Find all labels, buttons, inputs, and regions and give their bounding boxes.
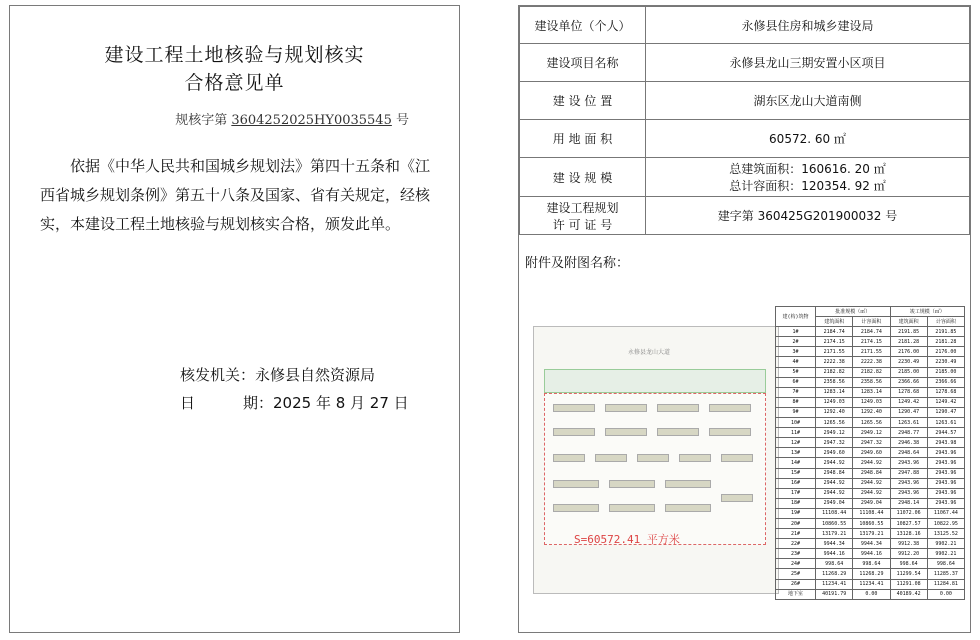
info-label: 建设项目名称 — [520, 44, 646, 82]
building-id-cell: 5# — [776, 367, 816, 377]
area-cell: 2946.38 — [890, 438, 927, 448]
total-floor-area: 总建筑面积：160616. 20 ㎡ — [729, 162, 886, 176]
area-cell: 998.64 — [816, 559, 853, 569]
building-footprint — [609, 480, 655, 488]
area-cell: 1278.68 — [890, 387, 927, 397]
area-cell: 2176.00 — [927, 347, 964, 357]
building-footprint — [609, 504, 655, 512]
area-cell: 0.00 — [927, 589, 964, 599]
building-id-cell: 20# — [776, 518, 816, 528]
building-id-cell: 26# — [776, 579, 816, 589]
subheader-cell: 计容面积 — [927, 317, 964, 327]
info-value: 60572. 60 ㎡ — [646, 120, 970, 158]
area-cell: 11067.44 — [927, 508, 964, 518]
area-cell: 11268.29 — [816, 569, 853, 579]
table-row — [776, 407, 965, 417]
area-cell: 2358.56 — [816, 377, 853, 387]
area-cell: 13125.52 — [927, 529, 964, 539]
info-label — [520, 197, 646, 235]
attachment-label: 附件及附图名称： — [525, 256, 630, 271]
building-footprint — [553, 404, 595, 412]
area-cell: 10860.55 — [816, 518, 853, 528]
table-row — [776, 357, 965, 367]
building-footprint — [721, 454, 753, 462]
building-id-cell: 9# — [776, 407, 816, 417]
info-value: 建字第 360425G201900032 号 — [646, 197, 970, 235]
area-cell: 11291.08 — [890, 579, 927, 589]
info-label-line1: 建设工程规划 — [546, 200, 619, 215]
building-area-table-wrap — [775, 306, 965, 600]
building-footprint — [721, 494, 753, 502]
building-id-cell: 11# — [776, 428, 816, 438]
building-footprint — [553, 454, 585, 462]
area-cell: 11285.37 — [927, 569, 964, 579]
area-cell: 2947.32 — [853, 438, 890, 448]
area-cell: 1249.42 — [927, 397, 964, 407]
reference-number-line — [175, 109, 409, 128]
table-row — [776, 327, 965, 337]
building-id-cell: 13# — [776, 448, 816, 458]
area-cell: 1265.56 — [853, 418, 890, 428]
area-cell: 2176.00 — [890, 347, 927, 357]
area-cell: 1249.42 — [890, 397, 927, 407]
info-label: 建 设 规 模 — [520, 158, 646, 197]
area-cell: 2944.92 — [816, 488, 853, 498]
subheader-cell: 建筑面积 — [816, 317, 853, 327]
area-cell: 10822.95 — [927, 518, 964, 528]
info-row — [520, 158, 970, 197]
issue-date — [180, 392, 409, 413]
info-row — [520, 197, 970, 235]
info-value — [646, 158, 970, 197]
area-cell: 9944.16 — [816, 549, 853, 559]
table-row — [776, 539, 965, 549]
table-row — [776, 478, 965, 488]
info-row — [520, 120, 970, 158]
area-cell: 1290.47 — [890, 407, 927, 417]
area-cell: 40189.42 — [890, 589, 927, 599]
building-id-cell: 22# — [776, 539, 816, 549]
building-footprint — [657, 404, 699, 412]
table-row — [776, 468, 965, 478]
table-row — [776, 458, 965, 468]
building-id-cell: 24# — [776, 559, 816, 569]
building-id-cell: 10# — [776, 418, 816, 428]
area-cell: 2944.92 — [853, 458, 890, 468]
area-cell: 11234.41 — [853, 579, 890, 589]
area-cell: 2184.74 — [853, 327, 890, 337]
building-id-cell: 地下室 — [776, 589, 816, 599]
building-id-cell: 2# — [776, 337, 816, 347]
info-row — [520, 44, 970, 82]
area-cell: 2182.82 — [853, 367, 890, 377]
building-id-cell: 21# — [776, 529, 816, 539]
building-id-cell: 3# — [776, 347, 816, 357]
area-cell: 9944.34 — [816, 539, 853, 549]
area-cell: 2949.60 — [816, 448, 853, 458]
site-plan-caption: 永修县龙山大道 — [628, 349, 671, 356]
area-cell: 9912.38 — [890, 539, 927, 549]
area-cell: 13179.21 — [853, 529, 890, 539]
area-cell: 2949.04 — [816, 498, 853, 508]
building-table-body — [776, 327, 965, 600]
area-cell: 2948.14 — [890, 498, 927, 508]
area-cell: 2222.38 — [816, 357, 853, 367]
area-cell: 2949.12 — [816, 428, 853, 438]
area-cell: 2171.55 — [853, 347, 890, 357]
building-id-cell: 12# — [776, 438, 816, 448]
area-cell: 2949.04 — [853, 498, 890, 508]
table-row — [776, 387, 965, 397]
building-table-header-row — [776, 307, 965, 317]
area-cell: 998.64 — [927, 559, 964, 569]
area-cell: 11284.81 — [927, 579, 964, 589]
building-footprint — [595, 454, 627, 462]
table-row — [776, 589, 965, 599]
area-cell: 2943.96 — [927, 468, 964, 478]
area-cell: 11234.41 — [816, 579, 853, 589]
site-plan-drawing — [533, 326, 779, 594]
header-approved: 批准规模（㎡） — [816, 307, 890, 317]
area-cell: 13128.16 — [890, 529, 927, 539]
building-footprint — [657, 428, 699, 436]
date-value: 期：2025 年 8 月 27 日 — [243, 394, 409, 412]
area-cell: 10827.57 — [890, 518, 927, 528]
certificate-body: 依据《中华人民共和国城乡规划法》第四十五条和《江西省城乡规划条例》第五十八条及国家、省有关规定，经核实，本建设工程土地核验与规划核实合格，颁发此单。 — [40, 157, 431, 233]
project-info-page — [518, 5, 971, 633]
table-row — [776, 508, 965, 518]
table-row — [776, 397, 965, 407]
area-cell: 9912.20 — [890, 549, 927, 559]
table-row — [776, 559, 965, 569]
subheader-cell: 建筑面积 — [890, 317, 927, 327]
area-cell: 2943.96 — [927, 458, 964, 468]
table-row — [776, 347, 965, 357]
area-cell: 2943.96 — [927, 488, 964, 498]
area-cell: 1283.14 — [816, 387, 853, 397]
area-cell: 2181.28 — [927, 337, 964, 347]
building-id-cell: 15# — [776, 468, 816, 478]
building-footprint — [709, 428, 751, 436]
table-row — [776, 569, 965, 579]
area-cell: 2230.49 — [890, 357, 927, 367]
area-cell: 9902.21 — [927, 539, 964, 549]
area-cell: 11268.29 — [853, 569, 890, 579]
area-cell: 9902.21 — [927, 549, 964, 559]
area-cell: 2174.15 — [853, 337, 890, 347]
area-cell: 1292.40 — [816, 407, 853, 417]
area-cell: 2943.96 — [890, 488, 927, 498]
info-label: 用 地 面 积 — [520, 120, 646, 158]
table-row — [776, 418, 965, 428]
table-row — [776, 438, 965, 448]
area-cell: 2366.66 — [927, 377, 964, 387]
area-cell: 11108.44 — [853, 508, 890, 518]
building-id-cell: 25# — [776, 569, 816, 579]
table-row — [776, 498, 965, 508]
area-cell: 40191.79 — [816, 589, 853, 599]
building-id-cell: 23# — [776, 549, 816, 559]
info-label: 建设单位（个人） — [520, 7, 646, 44]
area-cell: 2944.57 — [927, 428, 964, 438]
area-cell: 2944.92 — [816, 458, 853, 468]
area-cell: 2191.85 — [927, 327, 964, 337]
area-cell: 2948.84 — [816, 468, 853, 478]
area-cell: 1263.61 — [927, 418, 964, 428]
info-value: 永修县龙山三期安置小区项目 — [646, 44, 970, 82]
area-cell: 2182.82 — [816, 367, 853, 377]
building-id-cell: 19# — [776, 508, 816, 518]
area-cell: 998.64 — [890, 559, 927, 569]
area-cell: 2949.12 — [853, 428, 890, 438]
table-row — [776, 518, 965, 528]
area-cell: 2943.96 — [890, 478, 927, 488]
area-cell: 11299.54 — [890, 569, 927, 579]
header-built: 竣工规模（㎡） — [890, 307, 964, 317]
area-cell: 2358.56 — [853, 377, 890, 387]
building-id-cell: 6# — [776, 377, 816, 387]
area-cell: 2949.60 — [853, 448, 890, 458]
info-value: 永修县住房和城乡建设局 — [646, 7, 970, 44]
area-cell: 2948.84 — [853, 468, 890, 478]
date-label: 日 — [180, 394, 196, 412]
building-id-cell: 16# — [776, 478, 816, 488]
building-footprint — [605, 404, 647, 412]
area-cell: 1249.03 — [853, 397, 890, 407]
area-cell: 2185.00 — [927, 367, 964, 377]
table-row — [776, 377, 965, 387]
reference-number: 3604252025HY0035545 — [231, 113, 392, 128]
area-cell: 2222.38 — [853, 357, 890, 367]
area-cell: 2947.88 — [890, 468, 927, 478]
area-cell: 2944.92 — [853, 488, 890, 498]
building-footprint — [665, 504, 711, 512]
area-cell: 9944.34 — [853, 539, 890, 549]
building-id-cell: 4# — [776, 357, 816, 367]
info-row — [520, 7, 970, 44]
area-cell: 10860.55 — [853, 518, 890, 528]
area-cell: 1278.68 — [927, 387, 964, 397]
area-cell: 2943.96 — [927, 478, 964, 488]
area-cell: 2181.28 — [890, 337, 927, 347]
building-footprint — [605, 428, 647, 436]
area-cell: 2943.96 — [927, 448, 964, 458]
reference-prefix: 规核字第 — [175, 113, 232, 128]
area-cell: 2191.85 — [890, 327, 927, 337]
table-row — [776, 579, 965, 589]
info-label: 建 设 位 置 — [520, 82, 646, 120]
site-area-label: S=60572.41 平方米 — [574, 533, 680, 546]
area-cell: 2947.32 — [816, 438, 853, 448]
area-cell: 998.64 — [853, 559, 890, 569]
certificate-subtitle: 合格意见单 — [184, 72, 285, 94]
subheader-cell: 计容面积 — [853, 317, 890, 327]
area-cell: 2944.92 — [853, 478, 890, 488]
building-id-cell: 1# — [776, 327, 816, 337]
area-cell: 0.00 — [853, 589, 890, 599]
table-row — [776, 337, 965, 347]
project-info-table — [519, 6, 970, 235]
info-value: 湖东区龙山大道南侧 — [646, 82, 970, 120]
area-cell: 2943.96 — [927, 498, 964, 508]
building-id-cell: 7# — [776, 387, 816, 397]
area-cell: 2230.49 — [927, 357, 964, 367]
site-plan-lot — [544, 393, 766, 545]
reference-suffix: 号 — [391, 113, 409, 128]
building-id-cell: 17# — [776, 488, 816, 498]
area-cell: 2184.74 — [816, 327, 853, 337]
area-cell: 11108.44 — [816, 508, 853, 518]
area-cell: 2185.00 — [890, 367, 927, 377]
area-cell: 1283.14 — [853, 387, 890, 397]
area-cell: 2944.92 — [816, 478, 853, 488]
building-footprint — [665, 480, 711, 488]
issuing-authority: 核发机关：永修县自然资源局 — [180, 366, 376, 384]
building-footprint — [553, 480, 599, 488]
area-cell: 2948.77 — [890, 428, 927, 438]
area-cell: 9944.16 — [853, 549, 890, 559]
area-cell: 1290.47 — [927, 407, 964, 417]
info-label-line2: 许 可 证 号 — [552, 217, 613, 232]
building-footprint — [679, 454, 711, 462]
building-id-cell: 8# — [776, 397, 816, 407]
building-area-table — [775, 306, 965, 600]
area-cell: 1263.61 — [890, 418, 927, 428]
area-cell: 2943.98 — [927, 438, 964, 448]
area-cell: 13179.21 — [816, 529, 853, 539]
area-cell: 1265.56 — [816, 418, 853, 428]
table-row — [776, 529, 965, 539]
table-row — [776, 428, 965, 438]
info-row — [520, 82, 970, 120]
table-row — [776, 367, 965, 377]
table-row — [776, 488, 965, 498]
building-footprint — [553, 428, 595, 436]
table-row — [776, 549, 965, 559]
table-row — [776, 448, 965, 458]
area-cell: 1292.40 — [853, 407, 890, 417]
area-cell: 2174.15 — [816, 337, 853, 347]
area-cell: 2171.55 — [816, 347, 853, 357]
building-footprint — [709, 404, 751, 412]
area-cell: 11072.06 — [890, 508, 927, 518]
building-footprint — [553, 504, 599, 512]
building-footprint — [637, 454, 669, 462]
total-plot-ratio-area: 总计容面积：120354. 92 ㎡ — [729, 179, 886, 193]
area-cell: 2366.66 — [890, 377, 927, 387]
building-id-cell: 14# — [776, 458, 816, 468]
area-cell: 2943.96 — [890, 458, 927, 468]
site-plan-road — [544, 369, 766, 393]
certificate-page — [9, 5, 460, 633]
area-cell: 1249.03 — [816, 397, 853, 407]
area-cell: 2948.64 — [890, 448, 927, 458]
building-id-cell: 18# — [776, 498, 816, 508]
header-building: 建(构)筑物 — [776, 307, 816, 327]
certificate-title: 建设工程土地核验与规划核实 — [104, 44, 365, 66]
